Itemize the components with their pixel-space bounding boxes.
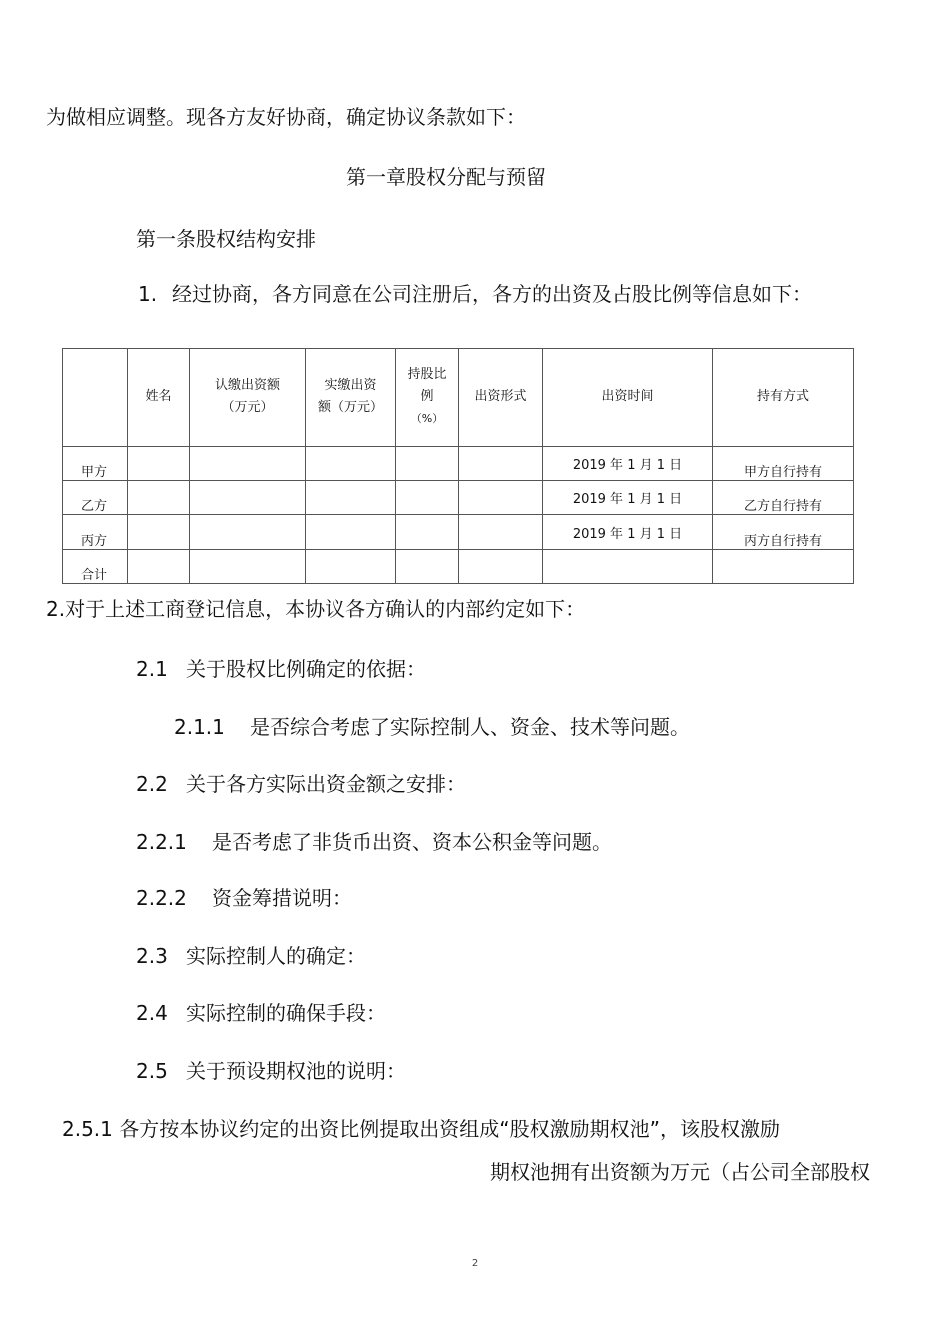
article-title: 第一条股权结构安排: [136, 227, 316, 251]
ratio-cell: [396, 446, 459, 480]
time-cell: 2019 年 1 月 1 日: [543, 481, 713, 515]
section-2-4: [136, 1001, 386, 1025]
holding-cell: 乙方自行持有: [713, 481, 854, 515]
holding-cell: 甲方自行持有: [713, 446, 854, 480]
section-2-2-1-number: 2.2.1: [136, 830, 187, 854]
section-2-3-text: 实际控制人的确定：: [186, 944, 366, 968]
section-2-1-1: [174, 715, 690, 739]
paid-cell: [306, 481, 396, 515]
header-subscribed-line2: （万元）: [221, 400, 274, 416]
table-row: [63, 446, 854, 480]
form-cell: [459, 515, 543, 549]
time-cell: 2019 年 1 月 1 日: [543, 446, 713, 480]
subscribed-cell: [190, 446, 306, 480]
header-holding: 持有方式: [713, 349, 854, 447]
section-2-1-text: 关于股权比例确定的依据：: [186, 657, 426, 681]
section-2-2-2: [136, 886, 352, 910]
paid-cell: [306, 515, 396, 549]
name-cell: [128, 481, 190, 515]
section-2-2-text: 关于各方实际出资金额之安排：: [186, 772, 466, 796]
section-2-3: [136, 944, 366, 968]
party-cell: 合计: [63, 549, 128, 583]
table-row: [63, 549, 854, 583]
section-2-2-number: 2.2: [136, 772, 168, 796]
section-2-2: [136, 772, 466, 796]
paid-cell: [306, 446, 396, 480]
section-2-5-text: 关于预设期权池的说明：: [186, 1059, 406, 1083]
name-cell: [128, 446, 190, 480]
section-2-5-1-line1: 2.5.1 各方按本协议约定的出资比例提取出资组成“股权激励期权池”，该股权激励: [62, 1117, 780, 1141]
paragraph-2: 2.对于上述工商登记信息，本协议各方确认的内部约定如下：: [46, 597, 586, 621]
form-cell: [459, 549, 543, 583]
form-cell: [459, 446, 543, 480]
paragraph-1-number: 1.: [138, 282, 158, 306]
party-cell: 乙方: [63, 481, 128, 515]
chapter-title: 第一章股权分配与预留: [346, 165, 546, 189]
section-2-2-1: [136, 830, 612, 854]
section-2-5: [136, 1059, 406, 1083]
name-cell: [128, 515, 190, 549]
section-2-4-number: 2.4: [136, 1001, 168, 1025]
ratio-cell: [396, 481, 459, 515]
section-2-4-text: 实际控制的确保手段：: [186, 1001, 386, 1025]
party-cell: 甲方: [63, 446, 128, 480]
table-row: [63, 481, 854, 515]
header-form: 出资形式: [459, 349, 543, 447]
header-paid-line1: 实缴出资: [324, 378, 377, 394]
header-paid-line2: 额（万元）: [317, 400, 383, 416]
paragraph-1: [138, 282, 812, 306]
section-2-5-number: 2.5: [136, 1059, 168, 1083]
section-2-5-1-line2: 期权池拥有出资额为万元（占公司全部股权: [490, 1160, 870, 1184]
time-cell: [543, 549, 713, 583]
paragraph-1-text: 经过协商，各方同意在公司注册后，各方的出资及占股比例等信息如下：: [172, 282, 812, 306]
header-blank: [63, 349, 128, 447]
header-ratio-line3: （%）: [410, 412, 444, 426]
section-2-2-2-number: 2.2.2: [136, 886, 187, 910]
form-cell: [459, 481, 543, 515]
header-ratio: [396, 349, 459, 447]
time-cell: 2019 年 1 月 1 日: [543, 515, 713, 549]
header-ratio-line2: 例: [420, 389, 434, 405]
paid-cell: [306, 549, 396, 583]
holding-cell: 丙方自行持有: [713, 515, 854, 549]
ratio-cell: [396, 515, 459, 549]
party-cell: 丙方: [63, 515, 128, 549]
ratio-cell: [396, 549, 459, 583]
section-2-3-number: 2.3: [136, 944, 168, 968]
subscribed-cell: [190, 481, 306, 515]
header-ratio-line1: 持股比: [407, 367, 447, 383]
header-paid: [306, 349, 396, 447]
section-2-1-number: 2.1: [136, 657, 168, 681]
section-2-2-2-text: 资金筹措说明：: [212, 886, 352, 910]
name-cell: [128, 549, 190, 583]
table-header-row: [63, 349, 854, 447]
table-row: [63, 515, 854, 549]
subscribed-cell: [190, 549, 306, 583]
section-2-1-1-text: 是否综合考虑了实际控制人、资金、技术等问题。: [250, 715, 690, 739]
intro-paragraph: 为做相应调整。现各方友好协商，确定协议条款如下：: [46, 105, 526, 129]
section-2-1: [136, 657, 426, 681]
section-2-2-1-text: 是否考虑了非货币出资、资本公积金等问题。: [212, 830, 612, 854]
header-subscribed-line1: 认缴出资额: [214, 378, 280, 394]
equity-table: [62, 348, 854, 584]
header-subscribed: [190, 349, 306, 447]
section-2-1-1-number: 2.1.1: [174, 715, 225, 739]
subscribed-cell: [190, 515, 306, 549]
header-name: 姓名: [128, 349, 190, 447]
holding-cell: [713, 549, 854, 583]
page-number: 2: [471, 1258, 479, 1269]
header-time: 出资时间: [543, 349, 713, 447]
